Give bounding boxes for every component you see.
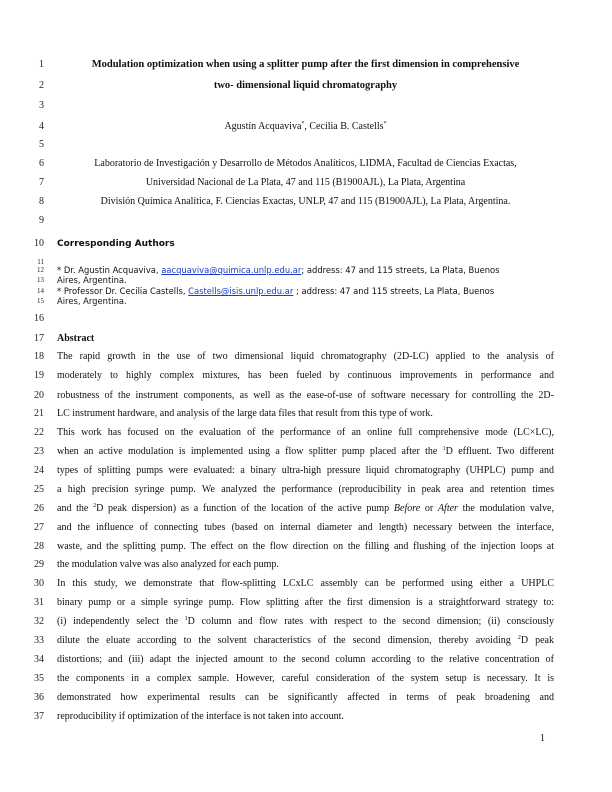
text-run: when an active modulation is implemented using a flow splitter pump placed after the bbox=[57, 446, 443, 457]
corresponding-author-1-cont: Aires, Argentina. bbox=[57, 275, 127, 285]
line-number: 37 bbox=[34, 711, 44, 722]
abstract-line: binary pump or a simple syringe pump. Flow splitting after the first dimension is a straightforward strategy to: bbox=[57, 597, 554, 608]
line-number: 11 bbox=[37, 258, 44, 266]
line-number: 21 bbox=[34, 408, 44, 419]
abstract-line: demonstrated how experimental results can be significantly affected in terms of peak broadening and bbox=[57, 692, 554, 703]
abstract-line: the components in a complex sample. However, careful consideration of the system setup is necessary. It is bbox=[57, 673, 554, 684]
affiliation-line: Laboratorio de Investigación y Desarrollo de Métodos Analíticos, LIDMA, Facultad de Ciencias Exactas, bbox=[94, 158, 517, 169]
line-number: 35 bbox=[34, 673, 44, 684]
paper-title-line-2: two- dimensional liquid chromatography bbox=[213, 80, 398, 91]
line-number: 10 bbox=[34, 238, 44, 249]
line-number: 1 bbox=[39, 59, 44, 70]
abstract-line bbox=[57, 635, 554, 647]
email-link[interactable]: Castells@isis.unlp.edu.ar bbox=[188, 286, 294, 296]
line-number: 7 bbox=[39, 177, 44, 188]
abstract-line: distortions; and (iii) adapt the injected amount to the second column according to the relative concentration of bbox=[57, 654, 554, 665]
abstract-line: types of splitting pumps were evaluated: a binary ultra-high pressure liquid chromatography (UHPLC) pump and bbox=[57, 465, 554, 476]
line-number: 2 bbox=[39, 80, 44, 91]
line-number: 34 bbox=[34, 654, 44, 665]
text-run: and the bbox=[57, 503, 94, 514]
line-number: 8 bbox=[39, 196, 44, 207]
line-number: 23 bbox=[34, 446, 44, 457]
text-run: dilute the eluate according to the solvent characteristics of the second dimension, thereby avoiding bbox=[57, 635, 518, 646]
line-number: 16 bbox=[34, 313, 44, 324]
line-number: 26 bbox=[34, 503, 44, 514]
abstract-line: and the influence of connecting tubes (based on internal diameter and length) necessary between the interface, bbox=[57, 522, 554, 533]
author-mark: * bbox=[383, 121, 387, 127]
corresponding-text: ; address: 47 and 115 streets, La Plata, Buenos bbox=[293, 286, 495, 296]
line-number: 24 bbox=[34, 465, 44, 476]
italic-run: Before bbox=[393, 503, 421, 514]
page-number: 1 bbox=[540, 733, 545, 744]
email-link[interactable]: aacquaviva@quimica.unlp.edu.ar bbox=[161, 265, 302, 275]
abstract-line bbox=[57, 616, 554, 628]
line-number: 13 bbox=[37, 276, 44, 284]
line-number: 9 bbox=[39, 215, 44, 226]
text-run: D peak bbox=[520, 635, 554, 646]
text-run: D effluent. Two different bbox=[445, 446, 554, 457]
superscript: 1 bbox=[184, 616, 188, 622]
line-number: 22 bbox=[34, 427, 44, 438]
line-number: 33 bbox=[34, 635, 44, 646]
affiliation-line: Universidad Nacional de La Plata, 47 and 115 (B1900AJL), La Plata, Argentina bbox=[145, 177, 466, 188]
author-name: Cecilia B. Castells bbox=[309, 121, 384, 132]
corresponding-text: * Dr. Agustin Acquaviva, bbox=[57, 265, 162, 275]
corresponding-text: ; address: 47 and 115 streets, La Plata, Buenos bbox=[301, 265, 500, 275]
line-number: 15 bbox=[37, 297, 44, 305]
corresponding-author-1 bbox=[57, 266, 554, 275]
abstract-line bbox=[57, 446, 554, 458]
line-number: 12 bbox=[37, 266, 44, 274]
abstract-heading: Abstract bbox=[57, 333, 95, 344]
abstract-line: the modulation valve was also analyzed for each pump. bbox=[57, 559, 279, 570]
line-number: 28 bbox=[34, 541, 44, 552]
line-number: 4 bbox=[39, 121, 44, 132]
author-separator: , bbox=[304, 121, 310, 132]
abstract-line: LC instrument hardware, and analysis of the large data files that result from this type of work. bbox=[57, 408, 433, 419]
abstract-line: This work has focused on the evaluation of the performance of an online full comprehensive mode (LC×LC), bbox=[57, 427, 554, 438]
corresponding-heading: Corresponding Authors bbox=[57, 239, 175, 249]
line-number: 29 bbox=[34, 559, 44, 570]
line-number: 32 bbox=[34, 616, 44, 627]
abstract-line: robustness of the instrument components, as well as the ease-of-use of software necessary for controlling the 2D- bbox=[57, 390, 554, 401]
abstract-line: a high precision syringe pump. We analyzed the performance (reproducibility in peak area and retention times bbox=[57, 484, 554, 495]
abstract-line: waste, and the splitting pump. The effect on the flow direction on the filling and flushing of the injection loops at bbox=[57, 541, 554, 552]
line-number: 14 bbox=[37, 287, 44, 295]
line-number: 3 bbox=[39, 100, 44, 111]
text-run: D peak dispersion) as a function of the location of the active pump bbox=[96, 503, 394, 514]
superscript: 2 bbox=[517, 635, 521, 641]
superscript: 1 bbox=[442, 446, 446, 452]
author-mark: * bbox=[301, 121, 305, 127]
text-run: or bbox=[420, 503, 438, 514]
italic-run: After bbox=[437, 503, 458, 514]
line-number: 31 bbox=[34, 597, 44, 608]
line-number: 17 bbox=[34, 333, 44, 344]
line-number: 25 bbox=[34, 484, 44, 495]
text-run: (i) independently select the bbox=[57, 616, 185, 627]
text-run: the modulation valve, bbox=[457, 503, 554, 514]
abstract-line: In this study, we demonstrate that flow-splitting LCxLC assembly can be performed using either a UHPLC bbox=[57, 578, 554, 589]
author-list bbox=[57, 121, 554, 133]
text-run: D column and flow rates with respect to the second dimension; (ii) consciously bbox=[187, 616, 554, 627]
abstract-line: reproducibility if optimization of the interface is not taken into account. bbox=[57, 711, 344, 722]
abstract-line: The rapid growth in the use of two dimensional liquid chromatography (2D-LC) applied to the analysis of bbox=[57, 351, 554, 362]
line-number: 5 bbox=[39, 139, 44, 150]
superscript: 2 bbox=[93, 503, 97, 509]
line-number: 36 bbox=[34, 692, 44, 703]
line-number: 27 bbox=[34, 522, 44, 533]
corresponding-author-2 bbox=[57, 287, 554, 296]
corresponding-author-2-cont: Aires, Argentina. bbox=[57, 296, 127, 306]
line-number: 6 bbox=[39, 158, 44, 169]
line-number: 30 bbox=[34, 578, 44, 589]
paper-title-line-1: Modulation optimization when using a splitter pump after the first dimension in comprehensive bbox=[91, 59, 520, 70]
line-number: 19 bbox=[34, 370, 44, 381]
author-name: Agustín Acquaviva bbox=[224, 121, 302, 132]
line-number: 20 bbox=[34, 390, 44, 401]
abstract-line: moderately to highly complex mixtures, has been fueled by continuous improvements in performance and bbox=[57, 370, 554, 381]
abstract-line bbox=[57, 503, 554, 515]
corresponding-text: * Professor Dr. Cecilia Castells, bbox=[57, 286, 189, 296]
line-number: 18 bbox=[34, 351, 44, 362]
affiliation-line: División Química Analítica, F. Ciencias Exactas, UNLP, 47 and 115 (B1900AJL), La Plata, Argentina. bbox=[100, 196, 511, 207]
